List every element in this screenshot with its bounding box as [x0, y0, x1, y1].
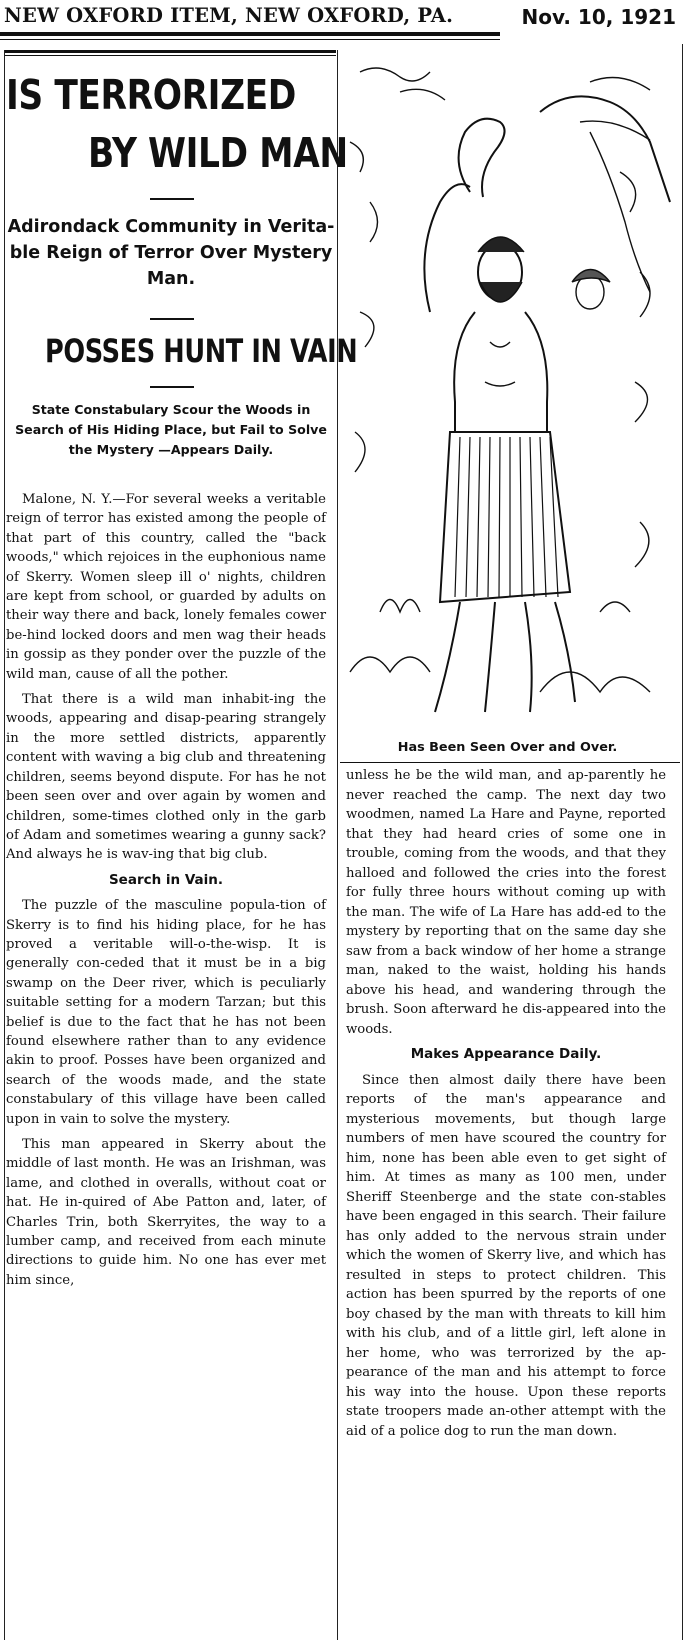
headline-line-1: IS TERRORIZED	[6, 71, 296, 119]
issue-date: Nov. 10, 1921	[521, 5, 676, 29]
paragraph: Malone, N. Y.—For several weeks a veritable reign of terror has existed among the people of that part of this country, called the "back woods," which rejoices in the euphonious name of Skerry. Women sleep ill o' nights, children are kept from school, or guarded by adults on their way there and back, lonely females cower be-hind locked doors and men wag their heads in gossip as they ponder over the puzzle of the wild man, cause of all the pother.	[6, 492, 326, 682]
deck-summary: State Constabulary Scour the Woods in Search of His Hiding Place, but Fail to Solve the Mystery —Appears Daily.	[15, 402, 327, 457]
wild-man-illustration	[340, 52, 680, 740]
subhead-makes-appearance: Makes Appearance Daily.	[410, 1046, 602, 1062]
paragraph: Since then almost daily there have been reports of the man's appearance and mysterious movements, but though large numbers of men have scoured the country for him, none has been able even to get sight of him. At times as many as 100 men, under Sheriff Steenberge and the state con-stables have been engaged in this search. Their failure has only added to the nervous strain under which the women of Skerry live, and which has resulted in steps to protect children. This action has been spurred by the reports of one boy chased by the man with threats to kill him with his club, and of a little girl, left alone in her home, who was terrorized by the ap-pearance of the man and his attempt to force his way into the house. Upon these reports state troopers made an-other attempt with the aid of a police dog to run the man down.	[346, 1072, 666, 1439]
paragraph: The puzzle of the masculine popula-tion of Skerry is to find his hiding place, for he has proved a veritable will-o-the-wisp. It is generally con-ceded that it must be in a big swamp on the Deer river, which is peculiarly suitable setting for a modern Tarzan; but this belief is due to the fact that he has not been found elsewhere rather than to any evidence akin to proof. Posses have been organized and search of the woods made, and the state constabulary of this village have been called upon in vain to solve the mystery.	[6, 898, 326, 1127]
deck-subtitle: Adirondack Community in Verita-ble Reign of Terror Over Mystery Man.	[7, 217, 335, 289]
paragraph: That there is a wild man inhabit-ing the woods, appearing and disap-pearing strangely in the more settled districts, apparently content with waving a big club and threatening children, seems beyond dispute. For has he not been seen over and over again by women and children, some-times clothed only in the garb of Adam and sometimes wearing a gunny sack? And always he is wav-ing that big club.	[6, 692, 326, 863]
secondary-headline-text: POSSES HUNT IN VAIN	[45, 332, 358, 370]
paragraph: This man appeared in Skerry about the middle of last month. He was an Irishman, was lame, and clothed in overalls, without coat or hat. He in-quired of Abe Patton and, later, of Charles Trin, both Skerryites, the way to a lumber camp, and received from each minute directions to guide him. No one has ever met him since,	[6, 1137, 326, 1288]
headline-line-2: BY WILD MAN	[88, 129, 348, 177]
column-divider	[337, 50, 338, 1640]
paragraph: unless he be the wild man, and ap-parently he never reached the camp. The next day two woodmen, named La Hare and Payne, reported that they had heard cries of some one in trouble, coming from the woods, and that they halloed and followed the cries into the forest for fully three hours without coming up with the man. The wife of La Hare has add-ed to the mystery by reporting that on the same day she saw from a back window of her home a strange man, naked to the waist, holding his hands above his head, and wandering through the brush. Soon afterward he dis-appeared into the woods.	[346, 768, 666, 1037]
secondary-headline	[6, 332, 358, 370]
caption-rule	[340, 762, 680, 763]
article-body-col1	[6, 490, 326, 1296]
secondary-divider	[150, 386, 194, 388]
article-body-col2	[346, 766, 666, 1447]
newspaper-title: NEW OXFORD ITEM, NEW OXFORD, PA.	[4, 4, 454, 27]
headline-divider	[150, 198, 194, 200]
left-border	[4, 50, 5, 1640]
masthead	[0, 0, 688, 44]
masthead-rule-thin	[0, 39, 500, 40]
deck-divider	[150, 318, 194, 320]
column-top-rule	[4, 50, 336, 53]
column-top-rule-thin	[4, 55, 336, 56]
subhead-search-in-vain: Search in Vain.	[108, 871, 224, 888]
right-border	[682, 44, 683, 1640]
illustration-caption: Has Been Seen Over and Over.	[397, 740, 618, 755]
masthead-rule	[0, 32, 500, 36]
